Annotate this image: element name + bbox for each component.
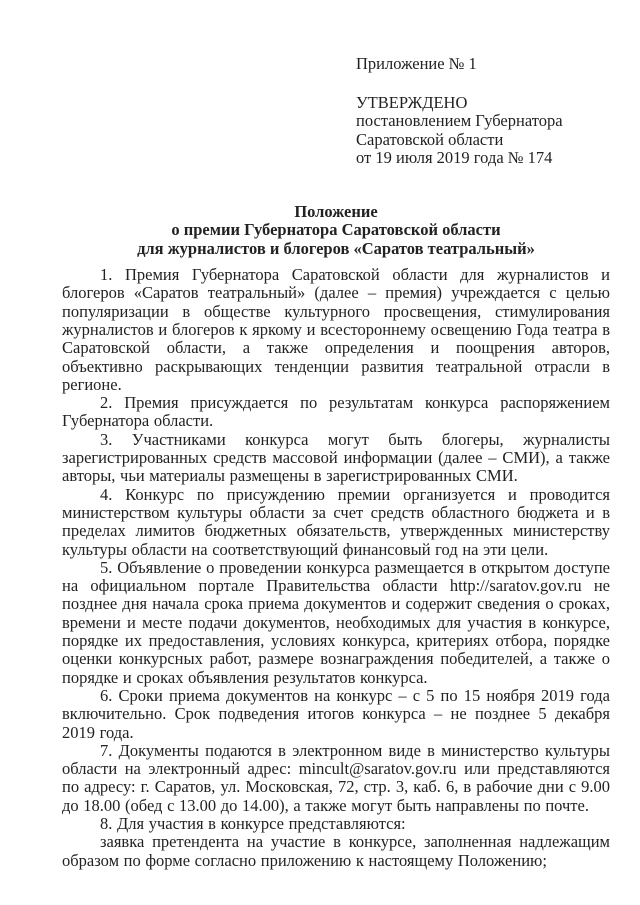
paragraph-1: 1. Премия Губернатора Саратовской области для журналистов и блогеров «Саратов театральный» (далее – премия) учреждается с целью популяризации в обществе культурного просвещения, стимулирования журналистов и блогеров к яркому и всестороннему освещению Года театра в Саратовской области, а также определения и поощрения авторов, объективно раскрывающих тенденции развития театральной отрасли в регионе. [62, 265, 610, 394]
document-title [0, 203, 640, 258]
approval-line-date-number: от 19 июля 2019 года № 174 [356, 147, 553, 167]
title-line-3: для журналистов и блогеров «Саратов театральный» [137, 238, 535, 258]
approval-block [356, 94, 640, 167]
document-body [0, 266, 640, 870]
paragraph-3: 3. Участниками конкурса могут быть блогеры, журналисты зарегистрированных средств массовой информации (далее – СМИ), а также авторы, чьи материалы размещены в зарегистрированных СМИ. [62, 429, 610, 486]
paragraph-2: 2. Премия присуждается по результатам конкурса распоряжением Губернатора области. [62, 393, 610, 431]
paragraph-5: 5. Объявление о проведении конкурса размещается в открытом доступе на официальном портале Правительства области http://saratov.gov.ru не позднее дня начала срока приема документов и содержит сведения о сроках, времени и месте подачи документов, необходимых для участия в конкурсе, порядке их предоставления, условиях конкурса, критериях отбора, порядке оценки конкурсных работ, размере вознаграждения победителей, а также о порядке и сроках объявления результатов конкурса. [62, 557, 610, 687]
title-line-2: о премии Губернатора Саратовской области [171, 220, 501, 240]
title-line-1: Положение [294, 202, 378, 222]
paragraph-4: 4. Конкурс по присуждению премии организуется и проводится министерством культуры области за счет средств областного бюджета и в пределах лимитов бюджетных обязательств, утвержденных министерству культуры области на соответствующий финансовый год на эти цели. [62, 484, 610, 559]
approval-line-region: Саратовской области [356, 129, 504, 149]
approval-line-decree: постановлением Губернатора [356, 111, 563, 131]
paragraph-7: 7. Документы подаются в электронном виде в министерство культуры области на электронный адрес: mincult@saratov.gov.ru или представляются по адресу: г. Саратов, ул. Московская, 72, стр. 3, каб. 6, в рабочие дни с 9.00 до 18.00 (обед с 13.00 до 14.00), а также могут быть направлены по почте. [62, 740, 610, 815]
paragraph-9-application-item: заявка претендента на участие в конкурсе, заполненная надлежащим образом по форме согласно приложению к настоящему Положению; [62, 832, 610, 870]
paragraph-6: 6. Сроки приема документов на конкурс – с 5 по 15 ноября 2019 года включительно. Срок подведения итогов конкурса – не позднее 5 декабря 2019 года. [62, 685, 610, 742]
annex-label: Приложение № 1 [356, 54, 477, 73]
approval-line-approved: УТВЕРЖДЕНО [356, 93, 468, 112]
paragraph-8: 8. Для участия в конкурсе представляются: [100, 813, 406, 833]
